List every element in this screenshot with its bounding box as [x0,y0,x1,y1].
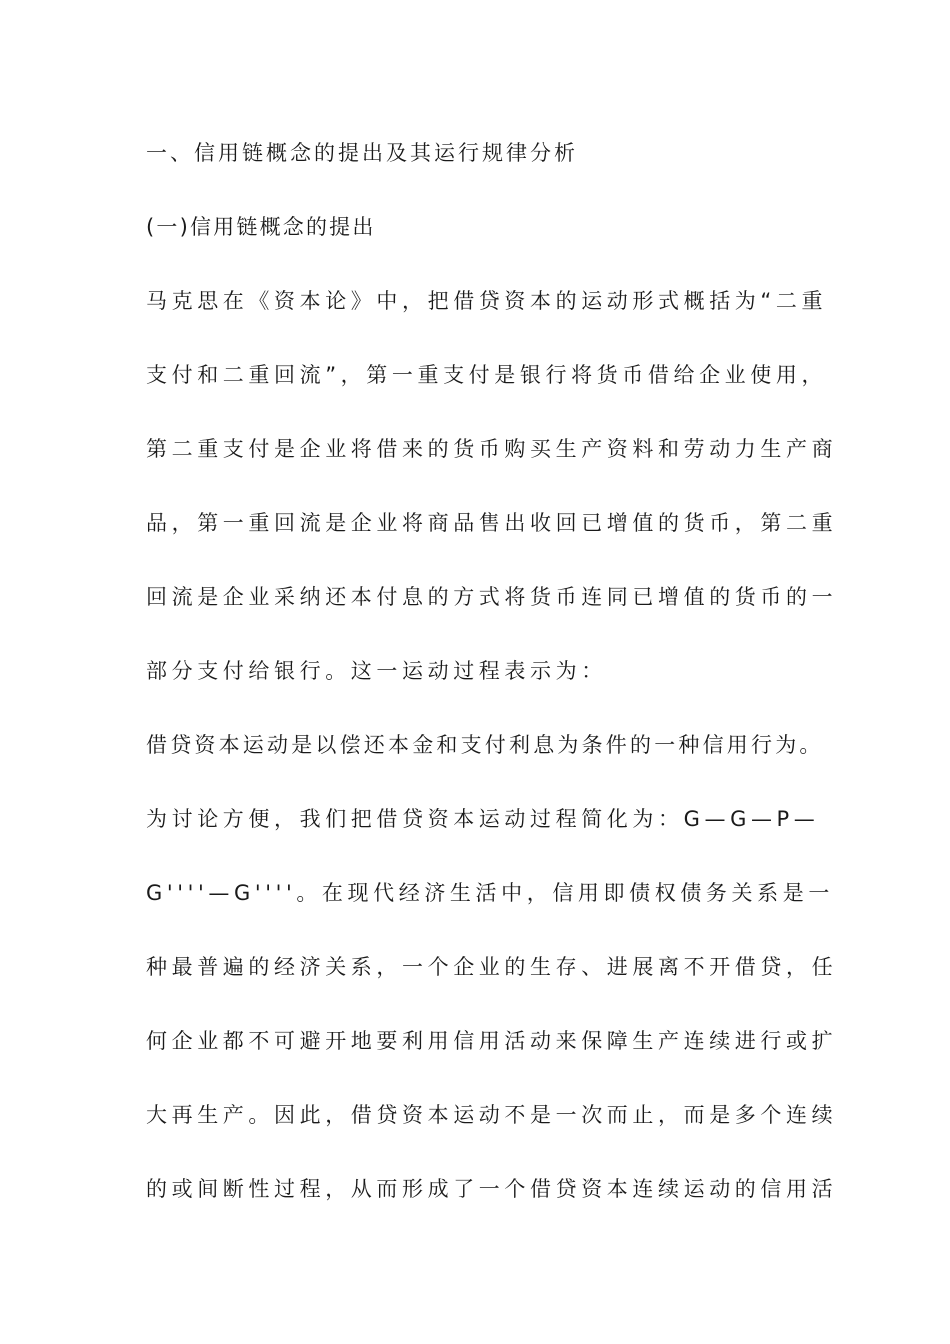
subsection-heading: (一)信用链概念的提出 [146,215,376,239]
paragraph-line: 借贷资本运动是以偿还本金和支付利息为条件的一种信用行为。 [146,733,824,757]
paragraph-line: 种最普遍的经济关系，一个企业的生存、进展离不开借贷，任 [146,955,838,979]
paragraph-line: 为讨论方便，我们把借贷资本运动过程简化为：G—G—P— [146,807,820,831]
section-heading: 一、信用链概念的提出及其运行规律分析 [146,141,578,165]
paragraph-line: 部分支付给银行。这一运动过程表示为： [146,659,607,683]
paragraph-line: G''''—G''''。在现代经济生活中，信用即债权债务关系是一 [146,881,834,905]
paragraph-line: 何企业都不可避开地要利用信用活动来保障生产连续进行或扩 [146,1029,838,1053]
paragraph-line: 支付和二重回流”，第一重支付是银行将货币借给企业使用， [146,363,828,387]
paragraph-line: 的或间断性过程，从而形成了一个借贷资本连续运动的信用活 [146,1177,838,1201]
paragraph-line: 品，第一重回流是企业将商品售出收回已增值的货币，第二重 [146,511,838,535]
paragraph-line: 大再生产。因此，借贷资本运动不是一次而止，而是多个连续 [146,1103,838,1127]
paragraph-line: 第二重支付是企业将借来的货币购买生产资料和劳动力生产商 [146,437,838,461]
paragraph-line: 马克思在《资本论》中，把借贷资本的运动形式概括为“二重 [146,289,828,313]
paragraph-line: 回流是企业采纳还本付息的方式将货币连同已增值的货币的一 [146,585,838,609]
